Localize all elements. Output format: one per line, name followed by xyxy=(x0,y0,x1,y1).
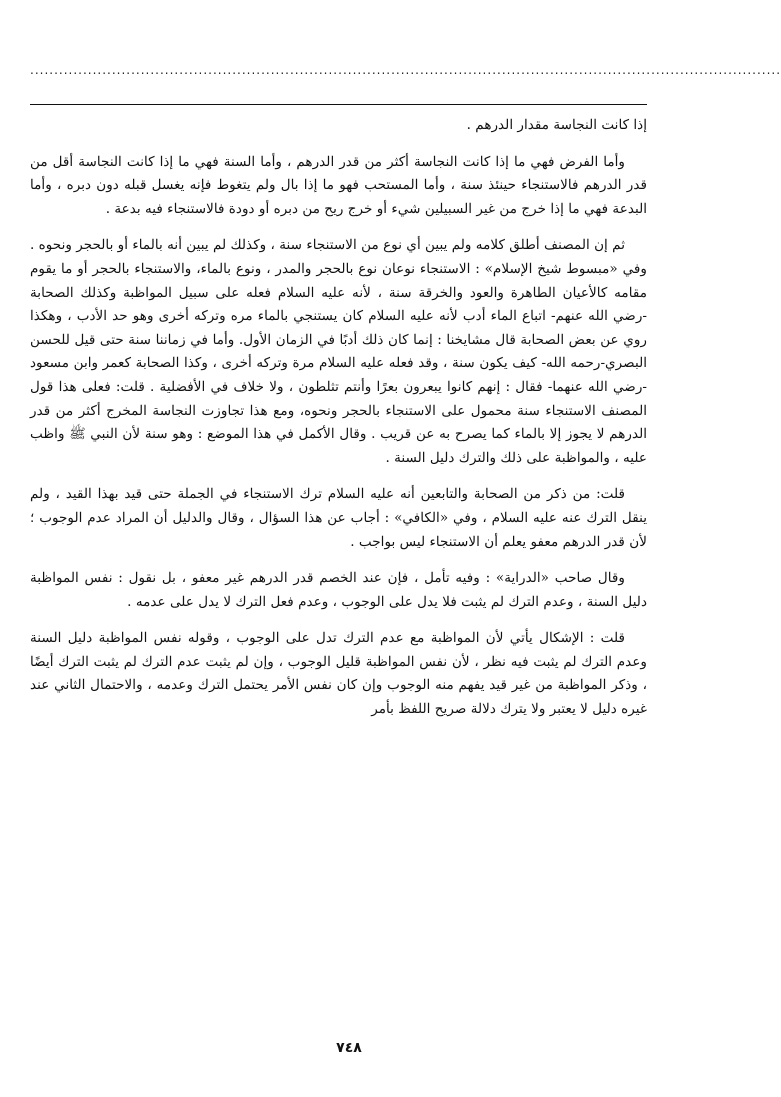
paragraph-3: ثم إن المصنف أطلق كلامه ولم يبين أي نوع من الاستنجاء سنة ، وكذلك لم يبين أنه بالماء أو بالحجر ونحوه . وفي «مبسوط شيخ الإسلام» : الاستنجاء نوعان نوع بالحجر والمدر ، ونوع بالماء، والاستنجاء بالحجر أو ما يقوم مقامه كالأعيان الطاهرة والعود والخرقة سنة ، لأنه عليه السلام فعله على سبيل المواظبة وكذلك الصحابة -رضي الله عنهم- اتباع الماء أدب لأنه عليه السلام كان يستنجي بالماء مره وتركه أخرى وهو حد الأدب ، وهكذا روي عن بعض الصحابة قال مشايخنا : إنما كان ذلك أدبًا في الزمان الأول. وأما في زماننا سنة حتى قيل للحسن البصري-رحمه الله- كيف يكون سنة ، وقد فعله عليه السلام مرة وتركه أخرى ، وكذا الصحابة كعمر وابن مسعود -رضي الله عنهما- فقال : إنهم كانوا يبعرون بعرًا وأنتم تثلطون ، ولا خلاف في الأفضلية . قلت: فعلى هذا قول المصنف الاستنجاء سنة محمول على الاستنجاء بالحجر ونحوه، ومع هذا تجاوزت النجاسة المخرج أكثر من قدر الدرهم لا يجوز إلا بالماء كما يصرح به عن قريب . وقال الأكمل في هذا الموضع : وهو سنة لأن النبي ﷺ واظب عليه ، والمواظبة على ذلك والترك دليل السنة . xyxy=(30,237,647,466)
header-rule xyxy=(30,104,647,105)
page-number: ٧٤٨ xyxy=(336,1040,362,1056)
paragraph-1: إذا كانت النجاسة مقدار الدرهم . xyxy=(466,117,647,133)
paragraph-4: قلت: من ذكر من الصحابة والتابعين أنه عليه السلام ترك الاستنجاء في الجملة حتى قيد بهذا القيد ، ولم ينقل الترك عنه عليه السلام ، وفي «الكافي» : أجاب عن هذا السؤال ، وقال والدليل أن المراد عدم الوجوب ؛ لأن قدر الدرهم معفو يعلم أن الاستنجاء ليس بواجب . xyxy=(30,486,647,550)
paragraph-5: وقال صاحب «الدراية» : وفيه تأمل ، فإن عند الخصم قدر الدرهم غير معفو ، بل نقول : نفس المواظبة دليل السنة ، وعدم الترك لم يثبت فلا يدل على الوجوب ، وعدم فعل الترك لا يدل على عدمه . xyxy=(30,570,647,610)
body-text xyxy=(30,114,647,722)
header-dotted-line: ............................................................................................................................................................ xyxy=(30,63,781,77)
paragraph-2: وأما الفرض فهي ما إذا كانت النجاسة أكثر من قدر الدرهم ، وأما السنة فهي ما إذا كانت النجاسة أقل من قدر الدرهم فالاستنجاء حينئذ سنة ، وأما المستحب فهو ما إذا بال ولم يتغوط فإنه يغسل قبله دون دبره ، وأما البدعة فهي ما إذا خرج من غير السبيلين شيء أو خرج ريح من دبره أو دودة فالاستنجاء فيه بدعة . xyxy=(30,153,647,217)
paragraph-6: قلت : الإشكال يأتي لأن المواظبة مع عدم الترك تدل على الوجوب ، وقوله نفس المواظبة دليل السنة وعدم الترك لم يثبت فيه نظر ، لأن نفس المواظبة قليل الوجوب ، وإن لم يثبت عدم الترك لم يثبت الترك أيضًا ، وذكر المواظبة من غير قيد يفهم منه الوجوب وإن كان نفس الأمر يحتمل الترك وعدمه ، والاحتمال الثاني عند غيره دليل لا يعتبر ولا يترك دلالة صريح اللفظ بأمر xyxy=(30,630,647,718)
